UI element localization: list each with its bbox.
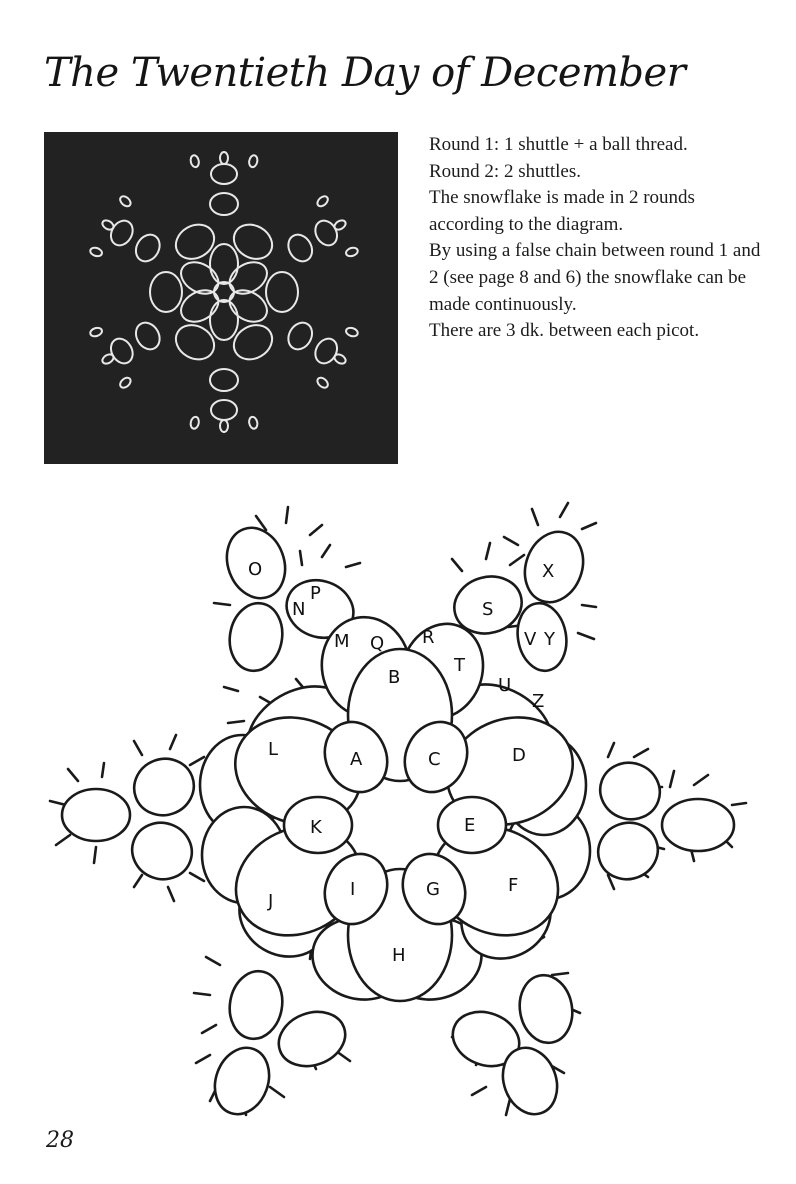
lace-center-ring xyxy=(210,300,238,340)
label-n: N xyxy=(292,599,306,620)
label-h: H xyxy=(392,945,406,966)
lace-mid-ring xyxy=(228,318,279,366)
snowflake-photo xyxy=(44,132,398,464)
lace-picot xyxy=(248,416,258,429)
lace-picot xyxy=(89,326,103,337)
label-g: G xyxy=(426,879,440,900)
tatting-diagram xyxy=(30,495,770,1135)
outer-rings xyxy=(62,520,734,1122)
lace-arm-ring xyxy=(210,193,238,215)
lace-picot xyxy=(345,326,359,337)
label-m: M xyxy=(334,631,350,652)
label-k: K xyxy=(310,817,322,838)
lace-picot xyxy=(220,420,228,432)
lace-tip-ring xyxy=(211,164,237,184)
lace-snowflake xyxy=(89,152,359,432)
lace-mid-ring xyxy=(170,218,221,266)
label-r: R xyxy=(422,627,435,648)
instruction-picot: There are 3 dk. between each picot. xyxy=(429,320,700,342)
lace-picot xyxy=(333,353,347,366)
label-t: T xyxy=(454,655,465,676)
lace-picot xyxy=(315,376,329,390)
label-i: I xyxy=(350,879,356,900)
lace-arm-ring xyxy=(210,369,238,391)
lace-picot xyxy=(101,219,115,232)
lace-picot xyxy=(118,194,132,208)
lace-picot xyxy=(190,155,200,168)
label-z: Z xyxy=(532,691,545,712)
label-p: P xyxy=(310,583,321,604)
label-b: B xyxy=(388,667,401,688)
lace-picot xyxy=(315,194,329,208)
lace-picot xyxy=(118,376,132,390)
label-a: A xyxy=(350,749,363,770)
lace-picot xyxy=(89,246,103,257)
page-title: The Twentieth Day of December xyxy=(44,50,686,96)
lace-tip-ring xyxy=(211,400,237,420)
lace-center-ring xyxy=(210,244,238,284)
lace-picot xyxy=(190,416,200,429)
tatting-diagram-svg xyxy=(30,495,770,1135)
label-v: V xyxy=(524,629,537,650)
lace-mid-ring xyxy=(228,218,279,266)
lace-picot xyxy=(345,246,359,257)
label-d: D xyxy=(512,745,526,766)
lace-arm-ring xyxy=(284,230,317,265)
snowflake-photo-illustration xyxy=(44,132,398,464)
label-e: E xyxy=(464,815,476,836)
label-q: Q xyxy=(370,633,385,654)
lace-mid-ring xyxy=(266,272,298,312)
label-l: L xyxy=(268,739,279,760)
lace-picot xyxy=(220,152,228,164)
lace-arm-ring xyxy=(131,230,164,265)
lace-arm-ring xyxy=(284,318,317,353)
label-y: Y xyxy=(544,629,555,650)
label-o: O xyxy=(248,559,263,580)
lace-mid-ring xyxy=(170,318,221,366)
label-j: J xyxy=(268,891,274,912)
instructions xyxy=(429,132,769,345)
label-f: F xyxy=(508,875,519,896)
lace-arm-ring xyxy=(131,318,164,353)
lace-picot xyxy=(248,155,258,168)
instruction-rounds: The snowflake is made in 2 rounds according to the diagram. xyxy=(429,187,695,235)
instruction-round-1: Round 1: 1 shuttle + a ball thread. xyxy=(429,134,688,155)
instruction-round-2: Round 2: 2 shuttles. xyxy=(429,160,582,182)
label-x: X xyxy=(542,561,555,582)
page-number: 28 xyxy=(46,1128,74,1153)
label-u: U xyxy=(498,675,512,696)
lace-picot xyxy=(333,219,347,232)
label-c: C xyxy=(428,749,441,770)
lace-mid-ring xyxy=(150,272,182,312)
label-s: S xyxy=(482,599,494,620)
instruction-false-chain: By using a false chain between round 1 and 2 (see page 8 and 6) the snowflake can be made continuously. xyxy=(429,240,761,315)
lace-picot xyxy=(101,353,115,366)
